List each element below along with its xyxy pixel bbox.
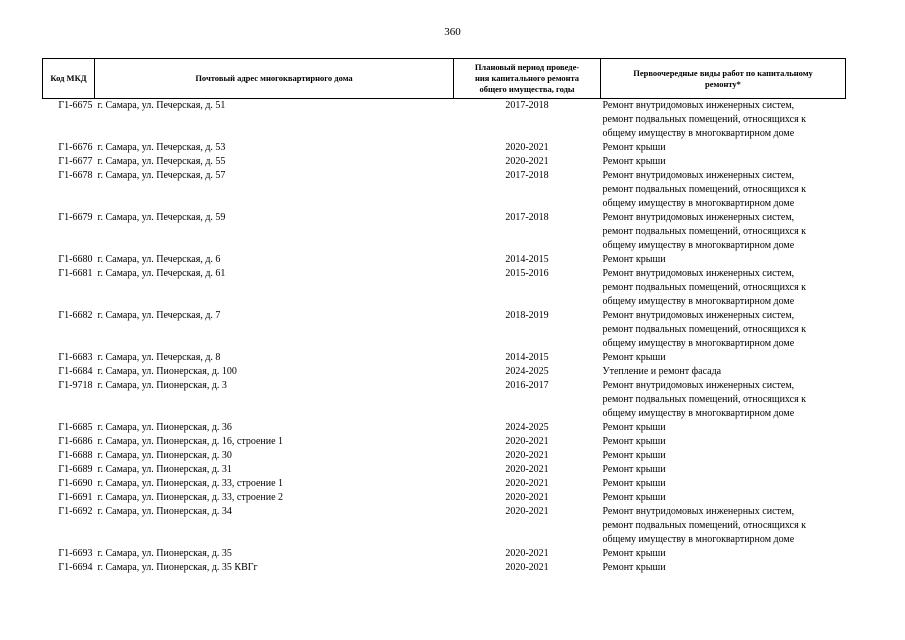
works-line: Ремонт внутридомовых инженерных систем, bbox=[602, 506, 795, 517]
works-cell bbox=[601, 435, 846, 449]
address-cell: г. Самара, ул. Пионерская, д. 35 bbox=[97, 548, 232, 559]
mkd-code-cell: Г1-6681 bbox=[58, 268, 93, 279]
mkd-code-cell: Г1-6690 bbox=[58, 478, 93, 489]
works-line: общему имуществу в многоквартирном доме bbox=[602, 408, 795, 419]
address-cell: г. Самара, ул. Пионерская, д. 31 bbox=[97, 464, 232, 475]
table-row bbox=[43, 421, 846, 435]
works-cell bbox=[601, 379, 846, 421]
mkd-code-cell: Г1-6676 bbox=[58, 142, 93, 153]
works-cell bbox=[601, 253, 846, 267]
table-header-row bbox=[43, 59, 846, 99]
table-row bbox=[43, 449, 846, 463]
header-period-line: ния капитального ремонта bbox=[474, 73, 580, 83]
mkd-code-cell: Г1-6689 bbox=[58, 464, 93, 475]
works-line: Ремонт крыши bbox=[602, 478, 666, 489]
table-row bbox=[43, 379, 846, 421]
header-period-line: Плановый период проведе- bbox=[474, 62, 580, 72]
address-cell: г. Самара, ул. Печерская, д. 8 bbox=[97, 352, 221, 363]
address-cell: г. Самара, ул. Печерская, д. 55 bbox=[97, 156, 226, 167]
table-row bbox=[43, 309, 846, 351]
period-cell: 2016-2017 bbox=[505, 380, 549, 391]
works-cell bbox=[601, 421, 846, 435]
period-cell: 2024-2025 bbox=[505, 366, 549, 377]
mkd-code-cell: Г1-6680 bbox=[58, 254, 93, 265]
table-body bbox=[43, 99, 846, 576]
table-row bbox=[43, 99, 846, 142]
period-cell: 2020-2021 bbox=[505, 156, 549, 167]
works-line: Ремонт крыши bbox=[602, 562, 666, 573]
works-line: ремонт подвальных помещений, относящихся к bbox=[602, 184, 807, 195]
period-cell: 2018-2019 bbox=[505, 310, 549, 321]
period-cell: 2020-2021 bbox=[505, 450, 549, 461]
address-cell: г. Самара, ул. Пионерская, д. 35 КВГг bbox=[97, 562, 258, 573]
period-cell: 2017-2018 bbox=[505, 170, 549, 181]
works-line: Ремонт внутридомовых инженерных систем, bbox=[602, 380, 795, 391]
address-cell: г. Самара, ул. Пионерская, д. 33, строение 2 bbox=[97, 492, 284, 503]
table-row bbox=[43, 477, 846, 491]
period-cell: 2020-2021 bbox=[505, 492, 549, 503]
works-line: Ремонт внутридомовых инженерных систем, bbox=[602, 268, 795, 279]
mkd-code-cell: Г1-6686 bbox=[58, 436, 93, 447]
period-cell: 2024-2025 bbox=[505, 422, 549, 433]
address-cell: г. Самара, ул. Пионерская, д. 3 bbox=[97, 380, 227, 391]
works-cell bbox=[601, 169, 846, 211]
header-address: Почтовый адрес многоквартирного дома bbox=[95, 59, 454, 99]
table-row bbox=[43, 169, 846, 211]
header-code: Код МКД bbox=[43, 59, 95, 99]
table-row bbox=[43, 267, 846, 309]
table-row bbox=[43, 463, 846, 477]
works-line: Ремонт крыши bbox=[602, 422, 666, 433]
period-cell: 2020-2021 bbox=[505, 464, 549, 475]
address-cell: г. Самара, ул. Печерская, д. 7 bbox=[97, 310, 221, 321]
works-line: Утепление и ремонт фасада bbox=[602, 366, 722, 377]
works-cell bbox=[601, 365, 846, 379]
works-cell bbox=[601, 491, 846, 505]
header-period-line: общего имущества, годы bbox=[479, 84, 575, 94]
works-line: Ремонт крыши bbox=[602, 156, 666, 167]
table-row bbox=[43, 253, 846, 267]
works-cell bbox=[601, 309, 846, 351]
mkd-code-cell: Г1-6682 bbox=[58, 310, 93, 321]
mkd-code-cell: Г1-6693 bbox=[58, 548, 93, 559]
mkd-code-cell: Г1-6684 bbox=[58, 366, 93, 377]
header-period bbox=[454, 59, 601, 99]
mkd-code-cell: Г1-6692 bbox=[58, 506, 93, 517]
works-line: Ремонт крыши bbox=[602, 492, 666, 503]
works-line: ремонт подвальных помещений, относящихся к bbox=[602, 282, 807, 293]
works-line: общему имуществу в многоквартирном доме bbox=[602, 338, 795, 349]
period-cell: 2014-2015 bbox=[505, 352, 549, 363]
repair-schedule-table bbox=[42, 58, 846, 575]
mkd-code-cell: Г1-6688 bbox=[58, 450, 93, 461]
works-line: ремонт подвальных помещений, относящихся к bbox=[602, 394, 807, 405]
mkd-code-cell: Г1-6679 bbox=[58, 212, 93, 223]
period-cell: 2020-2021 bbox=[505, 548, 549, 559]
works-cell bbox=[601, 505, 846, 547]
header-works-line: ремонту* bbox=[705, 78, 741, 89]
works-cell bbox=[601, 99, 846, 142]
period-cell: 2020-2021 bbox=[505, 478, 549, 489]
period-cell: 2020-2021 bbox=[505, 142, 549, 153]
works-cell bbox=[601, 477, 846, 491]
works-line: общему имуществу в многоквартирном доме bbox=[602, 128, 795, 139]
works-line: общему имуществу в многоквартирном доме bbox=[602, 296, 795, 307]
works-line: Ремонт внутридомовых инженерных систем, bbox=[602, 100, 795, 111]
mkd-code-cell: Г1-6685 bbox=[58, 422, 93, 433]
table-row bbox=[43, 141, 846, 155]
period-cell: 2017-2018 bbox=[505, 212, 549, 223]
address-cell: г. Самара, ул. Пионерская, д. 16, строение 1 bbox=[97, 436, 284, 447]
address-cell: г. Самара, ул. Печерская, д. 61 bbox=[97, 268, 226, 279]
table-row bbox=[43, 435, 846, 449]
mkd-code-cell: Г1-6678 bbox=[58, 170, 93, 181]
address-cell: г. Самара, ул. Печерская, д. 59 bbox=[97, 212, 226, 223]
works-line: ремонт подвальных помещений, относящихся к bbox=[602, 226, 807, 237]
table-row bbox=[43, 491, 846, 505]
period-cell: 2014-2015 bbox=[505, 254, 549, 265]
period-cell: 2020-2021 bbox=[505, 436, 549, 447]
works-line: Ремонт внутридомовых инженерных систем, bbox=[602, 170, 795, 181]
address-cell: г. Самара, ул. Пионерская, д. 34 bbox=[97, 506, 232, 517]
works-line: Ремонт внутридомовых инженерных систем, bbox=[602, 212, 795, 223]
works-line: Ремонт внутридомовых инженерных систем, bbox=[602, 310, 795, 321]
works-cell bbox=[601, 211, 846, 253]
header-works bbox=[601, 59, 846, 99]
table-row bbox=[43, 211, 846, 253]
works-line: общему имуществу в многоквартирном доме bbox=[602, 534, 795, 545]
page-number: 360 bbox=[444, 26, 461, 38]
period-cell: 2017-2018 bbox=[505, 100, 549, 111]
mkd-code-cell: Г1-9718 bbox=[58, 380, 93, 391]
address-cell: г. Самара, ул. Пионерская, д. 36 bbox=[97, 422, 232, 433]
works-line: ремонт подвальных помещений, относящихся к bbox=[602, 520, 807, 531]
works-line: общему имуществу в многоквартирном доме bbox=[602, 240, 795, 251]
mkd-code-cell: Г1-6683 bbox=[58, 352, 93, 363]
works-line: Ремонт крыши bbox=[602, 436, 666, 447]
address-cell: г. Самара, ул. Пионерская, д. 33, строение 1 bbox=[97, 478, 284, 489]
works-line: ремонт подвальных помещений, относящихся к bbox=[602, 114, 807, 125]
mkd-code-cell: Г1-6691 bbox=[58, 492, 93, 503]
period-cell: 2020-2021 bbox=[505, 506, 549, 517]
works-line: Ремонт крыши bbox=[602, 464, 666, 475]
table-row bbox=[43, 155, 846, 169]
mkd-code-cell: Г1-6677 bbox=[58, 156, 93, 167]
works-line: общему имуществу в многоквартирном доме bbox=[602, 198, 795, 209]
works-line: ремонт подвальных помещений, относящихся к bbox=[602, 324, 807, 335]
works-cell bbox=[601, 449, 846, 463]
address-cell: г. Самара, ул. Печерская, д. 51 bbox=[97, 100, 226, 111]
works-cell bbox=[601, 141, 846, 155]
works-cell bbox=[601, 547, 846, 561]
period-cell: 2015-2016 bbox=[505, 268, 549, 279]
works-cell bbox=[601, 155, 846, 169]
address-cell: г. Самара, ул. Пионерская, д. 100 bbox=[97, 366, 237, 377]
works-line: Ремонт крыши bbox=[602, 548, 666, 559]
works-cell bbox=[601, 463, 846, 477]
address-cell: г. Самара, ул. Печерская, д. 57 bbox=[97, 170, 226, 181]
works-line: Ремонт крыши bbox=[602, 352, 666, 363]
works-cell bbox=[601, 351, 846, 365]
table-row bbox=[43, 547, 846, 561]
address-cell: г. Самара, ул. Пионерская, д. 30 bbox=[97, 450, 232, 461]
works-line: Ремонт крыши bbox=[602, 254, 666, 265]
table-row bbox=[43, 561, 846, 575]
table-row bbox=[43, 505, 846, 547]
address-cell: г. Самара, ул. Печерская, д. 53 bbox=[97, 142, 226, 153]
works-cell bbox=[601, 561, 846, 575]
works-line: Ремонт крыши bbox=[602, 142, 666, 153]
period-cell: 2020-2021 bbox=[505, 562, 549, 573]
mkd-code-cell: Г1-6675 bbox=[58, 100, 93, 111]
works-cell bbox=[601, 267, 846, 309]
header-works-line: Первоочередные виды работ по капитальному bbox=[633, 67, 813, 78]
works-line: Ремонт крыши bbox=[602, 450, 666, 461]
address-cell: г. Самара, ул. Печерская, д. 6 bbox=[97, 254, 221, 265]
table-row bbox=[43, 365, 846, 379]
mkd-code-cell: Г1-6694 bbox=[58, 562, 93, 573]
table-row bbox=[43, 351, 846, 365]
